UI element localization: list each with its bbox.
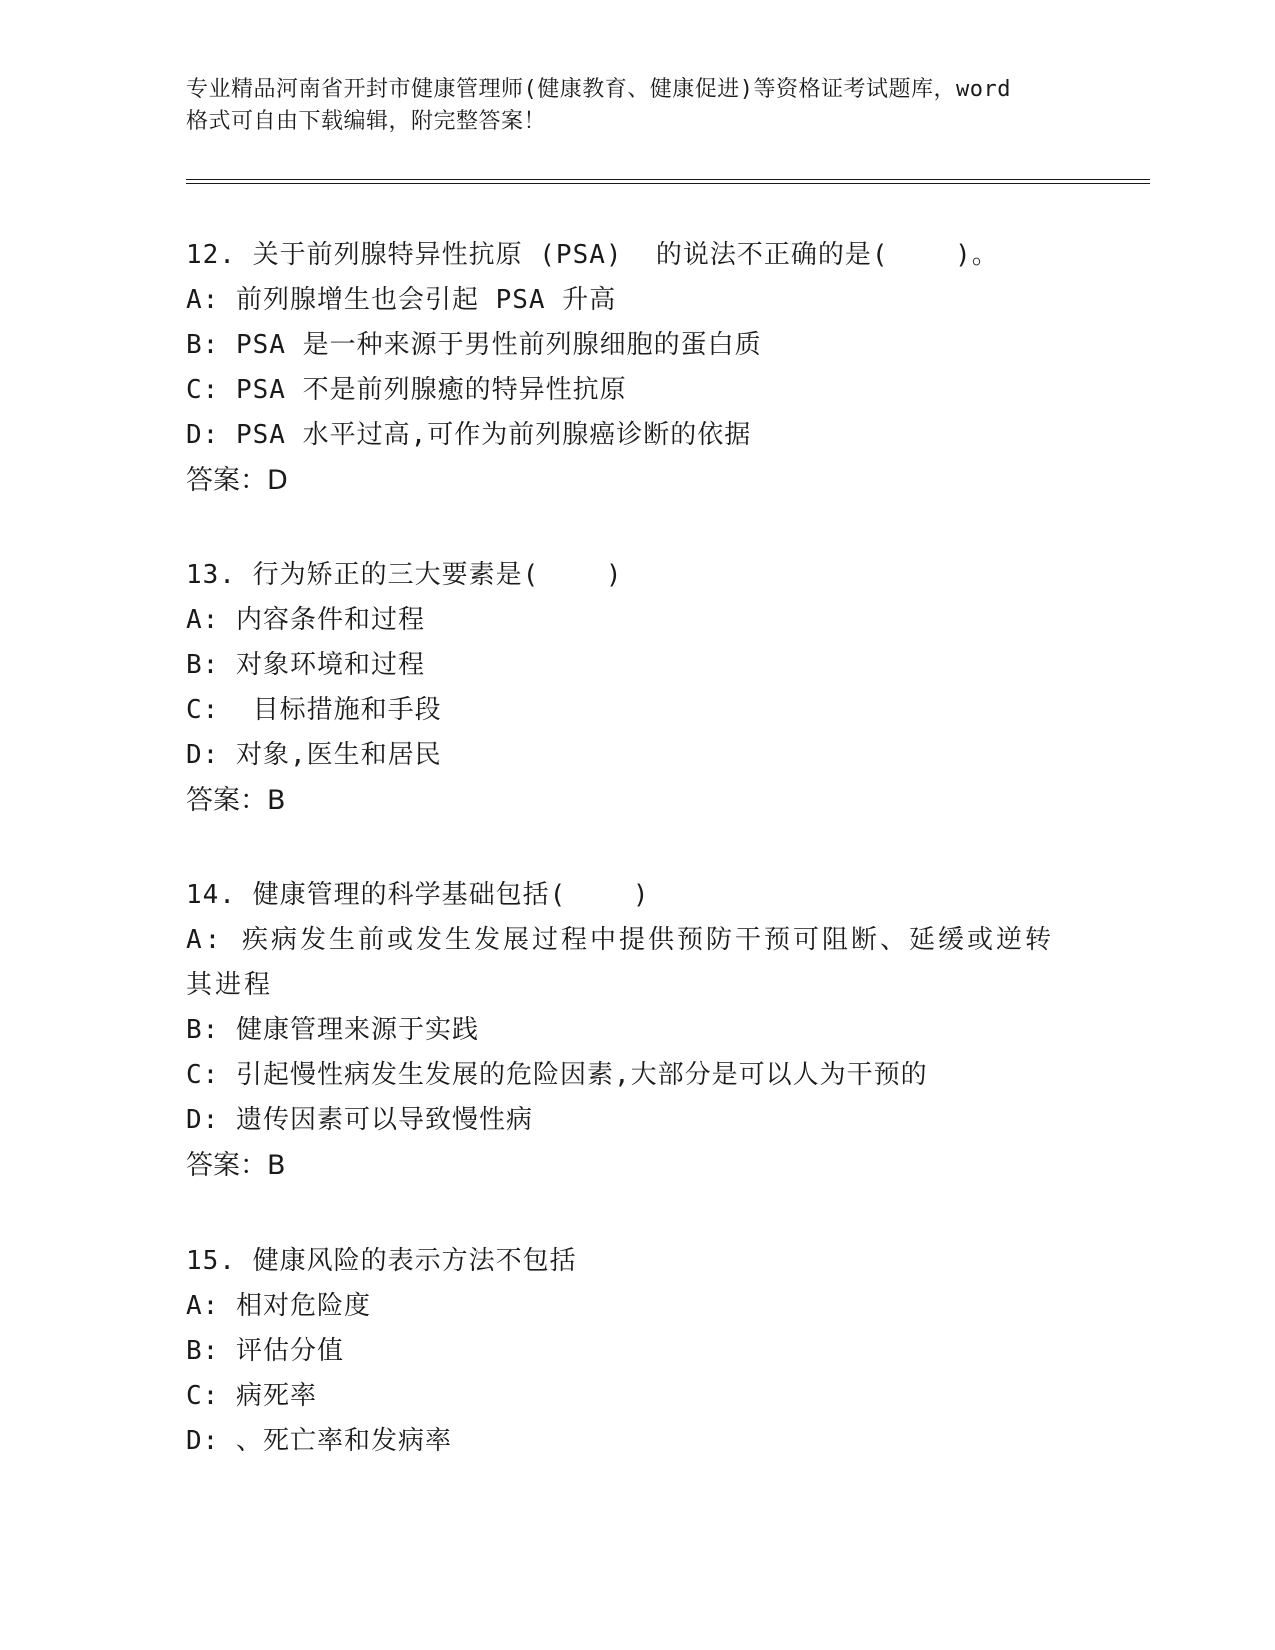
- option-d: D: 、死亡率和发病率: [186, 1426, 452, 1456]
- option-a: A: 相对危险度: [186, 1291, 371, 1321]
- question-14: [186, 873, 1086, 1188]
- option-b: B: 评估分值: [186, 1336, 344, 1366]
- option-c: C: 目标措施和手段: [186, 695, 442, 725]
- header-line-2: 格式可自由下载编辑，附完整答案！: [186, 109, 547, 134]
- header-divider-bottom: [186, 183, 1150, 184]
- option-b: B: PSA 是一种来源于男性前列腺细胞的蛋白质: [186, 330, 762, 360]
- option-a: A: 内容条件和过程: [186, 605, 425, 635]
- document-header: [186, 74, 1086, 138]
- option-a: A: 前列腺增生也会引起 PSA 升高: [186, 285, 617, 315]
- answer-line: 答案：B: [186, 1150, 286, 1181]
- option-c: C: 病死率: [186, 1381, 317, 1411]
- question-stem: 13. 行为矫正的三大要素是( ): [186, 560, 623, 590]
- option-b: B: 健康管理来源于实践: [186, 1015, 479, 1045]
- option-d: D: 遗传因素可以导致慢性病: [186, 1105, 533, 1135]
- option-d: D: 对象,医生和居民: [186, 740, 442, 770]
- option-a: A: 疾病发生前或发生发展过程中提供预防干预可阻断、延缓或逆转其进程: [186, 925, 1054, 1000]
- answer-line: 答案：B: [186, 785, 286, 816]
- question-stem: 12. 关于前列腺特异性抗原 (PSA) 的说法不正确的是( )。: [186, 240, 999, 270]
- answer-line: 答案：D: [186, 465, 288, 496]
- question-stem: 14. 健康管理的科学基础包括( ): [186, 880, 650, 910]
- header-divider-top: [186, 179, 1150, 180]
- header-line-1: 专业精品河南省开封市健康管理师(健康教育、健康促进)等资格证考试题库，word: [186, 77, 1011, 102]
- option-c: C: PSA 不是前列腺癒的特异性抗原: [186, 375, 627, 405]
- question-13: [186, 553, 1086, 823]
- question-stem: 15. 健康风险的表示方法不包括: [186, 1246, 577, 1276]
- option-c: C: 引起慢性病发生发展的危险因素,大部分是可以人为干预的: [186, 1060, 928, 1090]
- option-d: D: PSA 水平过高,可作为前列腺癌诊断的依据: [186, 420, 752, 450]
- question-15: [186, 1239, 1086, 1464]
- option-b: B: 对象环境和过程: [186, 650, 425, 680]
- question-12: [186, 233, 1086, 503]
